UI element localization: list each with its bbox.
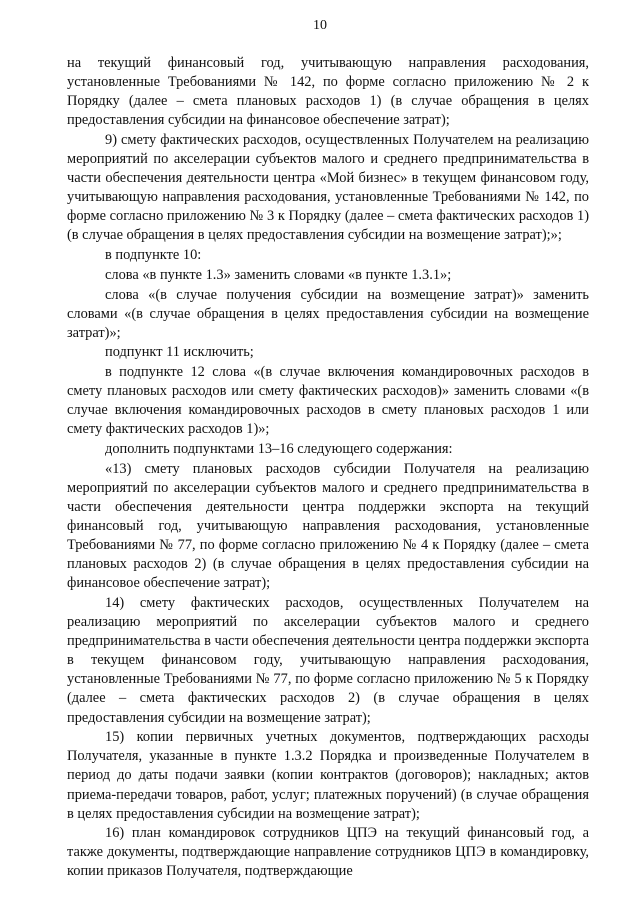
page-number: 10 (313, 18, 327, 33)
paragraph: 9) смету фактических расходов, осуществленных Получателем на реализацию мероприятий по акселерации субъектов малого и среднего предпринимательства в части обеспечения деятельности центра «Мой бизнес» в текущем финансовом году, учитывающую направления расходования, установленные Требованиями № 142, по форме согласно приложению № 3 к Порядку (далее – смета фактических расходов 1) (в случае обращения в целях предоставления субсидии на возмещение затрат);»; (67, 131, 589, 244)
paragraph: 14) смету фактических расходов, осуществленных Получателем на реализацию мероприятий по акселерации субъектов малого и среднего предпринимательства в части обеспечения деятельности центра поддержки экспорта в текущем финансовом году, учитывающую направления расходования, установленные Требованиями № 77, по форме согласно приложению № 5 к Порядку (далее – смета фактических расходов 2) (в случае обращения в целях предоставления субсидии на возмещение затрат); (67, 594, 589, 726)
paragraph: в подпункте 10: (105, 247, 202, 264)
paragraph: в подпункте 12 слова «(в случае включения командировочных расходов в смету плановых расходов или смету фактических расходов)» заменить словами «(в случае включения командировочных расходов в смету плановых расходов 1 или смету фактических расходов 1)»; (67, 364, 589, 438)
paragraph: подпункт 11 исключить; (105, 344, 254, 361)
paragraph: «13) смету плановых расходов субсидии Получателя на реализацию мероприятий по акселерации субъектов малого и среднего предпринимательства в части обеспечения деятельности центра поддержки экспорта на текущий финансовый год, учитывающую направления расходования, установленные Требованиями № 77, по форме согласно приложению № 4 к Порядку (далее – смета плановых расходов 2) (в случае обращения в целях предоставления субсидии на финансовое обеспечение затрат); (67, 460, 589, 592)
paragraph: слова «(в случае получения субсидии на возмещение затрат)» заменить словами «(в случае обращения в целях предоставления субсидии на возмещение затрат)»; (67, 286, 589, 341)
paragraph: 16) план командировок сотрудников ЦПЭ на текущий финансовый год, а также документы, подтверждающие направление сотрудников ЦПЭ в командировку, копии приказов Получателя, подтверждающие (67, 825, 589, 880)
document-body (67, 54, 589, 882)
paragraph: на текущий финансовый год, учитывающую направления расходования, установленные Требованиями № 142, по форме согласно приложению № 2 к Порядку (далее – смета плановых расходов 1) (в случае обращения в целях предоставления субсидии на финансовое обеспечение затрат); (67, 55, 589, 129)
paragraph: слова «в пункте 1.3» заменить словами «в пункте 1.3.1»; (105, 266, 452, 283)
paragraph: 15) копии первичных учетных документов, подтверждающих расходы Получателя, указанные в пункте 1.3.2 Порядка и произведенные Получателем в период до даты подачи заявки (копии контрактов (договоров); накладных; актов приема-передачи товаров, работ, услуг; платежных поручений) (в случае обращения в целях предоставления субсидии на возмещение затрат); (67, 729, 589, 822)
paragraph: дополнить подпунктами 13–16 следующего содержания: (105, 441, 453, 458)
